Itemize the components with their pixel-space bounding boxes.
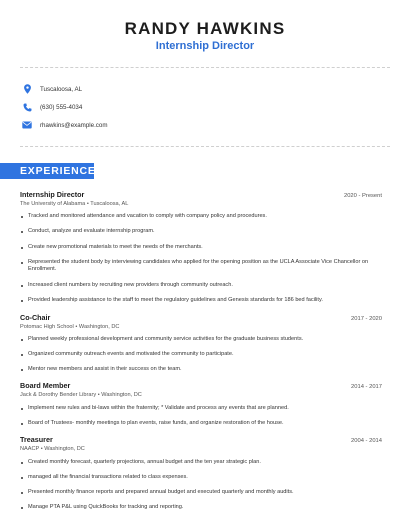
- list-item: Conduct, analyze and evaluate internship program.: [20, 228, 382, 235]
- job-org: NAACP: [20, 446, 40, 452]
- job-org-line: Potomac High School • Washington, DC: [20, 324, 120, 330]
- list-item: Provided leadership assistance to the staff to meet the regulatory guidelines and Genesis standards for 186 bed facility.: [20, 297, 382, 304]
- list-item: Implement new rules and bi-laws within the fraternity; * Validate and process any events that are planned.: [20, 405, 382, 412]
- job-entry: [20, 190, 382, 207]
- job-bullets: [20, 259, 382, 274]
- job-dates: 2017 - 2020: [351, 316, 382, 322]
- list-item: managed all the financial transactions related to class expenses.: [20, 474, 382, 481]
- list-item: Organized community outreach events and motivated the community to participate.: [20, 351, 382, 358]
- list-item: Represented the student body by interviewing candidates who applied for the opening position as the UCLA Associate Vice Chancellor on Enrollment.: [20, 259, 382, 274]
- job-location: Washington, DC: [44, 446, 85, 452]
- job-bullets: [20, 336, 382, 343]
- email-icon: [20, 118, 34, 132]
- contact-phone: [20, 100, 82, 114]
- job-bullets: [20, 228, 382, 235]
- job-dates: 2014 - 2017: [351, 384, 382, 390]
- contact-text: (630) 555-4034: [40, 103, 83, 111]
- job-dates: 2020 - Present: [343, 193, 382, 199]
- location-pin-icon: [20, 82, 34, 96]
- list-item: Increased client numbers by recruiting new providers through community outreach.: [20, 282, 382, 289]
- job-dates: 2004 - 2014: [351, 438, 382, 444]
- job-org-line: NAACP • Washington, DC: [20, 446, 85, 452]
- job-location: Washington, DC: [101, 392, 142, 398]
- job-org: Jack & Dorothy Bender Library: [20, 392, 97, 398]
- job-bullets: [20, 504, 382, 511]
- divider: [20, 146, 390, 147]
- job-org-line: The University of Alabama • Tuscaloosa, AL: [20, 201, 129, 207]
- job-bullets: [20, 297, 382, 304]
- job-bullets: [20, 459, 382, 466]
- job-bullets: [20, 420, 382, 427]
- candidate-name: RANDY HAWKINS: [124, 19, 286, 38]
- job-role: Board Member: [20, 381, 71, 390]
- job-location: Washington, DC: [78, 324, 120, 330]
- job-role: Co-Chair: [20, 313, 51, 322]
- list-item: Planned weekly professional development and community service activities for the graduate business students.: [20, 336, 382, 343]
- divider: [20, 67, 390, 68]
- contact-email[interactable]: [20, 118, 108, 132]
- list-item: Presented monthly finance reports and prepared annual budget and executed quarterly and monthly audits.: [20, 489, 382, 496]
- list-item: Board of Trustees- monthly meetings to plan events, raise funds, and organize restoration of the house.: [20, 420, 382, 427]
- list-item: Manage PTA P&L using QuickBooks for tracking and reporting.: [20, 504, 382, 511]
- job-entry: [20, 435, 382, 452]
- job-bullets: [20, 213, 382, 220]
- job-entry: [20, 313, 382, 330]
- list-item: Mentor new members and assist in their success on the team.: [20, 366, 382, 373]
- job-role: Treasurer: [20, 435, 53, 444]
- job-bullets: [20, 474, 382, 481]
- job-bullets: [20, 489, 382, 496]
- job-role: Internship Director: [20, 190, 85, 199]
- job-bullets: [20, 282, 382, 289]
- job-org-line: Jack & Dorothy Bender Library • Washington, DC: [20, 392, 142, 398]
- section-heading-experience: EXPERIENCE: [0, 163, 94, 179]
- job-bullets: [20, 366, 382, 373]
- contact-text: Tuscaloosa, AL: [40, 85, 83, 93]
- list-item: Tracked and monitored attendance and vacation to comply with company policy and procedures.: [20, 213, 382, 220]
- job-location: Tuscaloosa, AL: [90, 201, 129, 207]
- contact-location: [20, 82, 82, 96]
- job-org: The University of Alabama: [20, 201, 86, 207]
- list-item: Create new promotional materials to meet the needs of the merchants.: [20, 244, 382, 251]
- job-bullets: [20, 405, 382, 412]
- job-bullets: [20, 244, 382, 251]
- job-org: Potomac High School: [20, 324, 74, 330]
- list-item: Created monthly forecast, quarterly projections, annual budget and the ten year strategic plan.: [20, 459, 382, 466]
- contact-text[interactable]: rhawkins@example.com: [40, 121, 108, 129]
- job-entry: [20, 381, 382, 398]
- phone-icon: [20, 100, 34, 114]
- job-bullets: [20, 351, 382, 358]
- candidate-title: Internship Director: [155, 40, 255, 52]
